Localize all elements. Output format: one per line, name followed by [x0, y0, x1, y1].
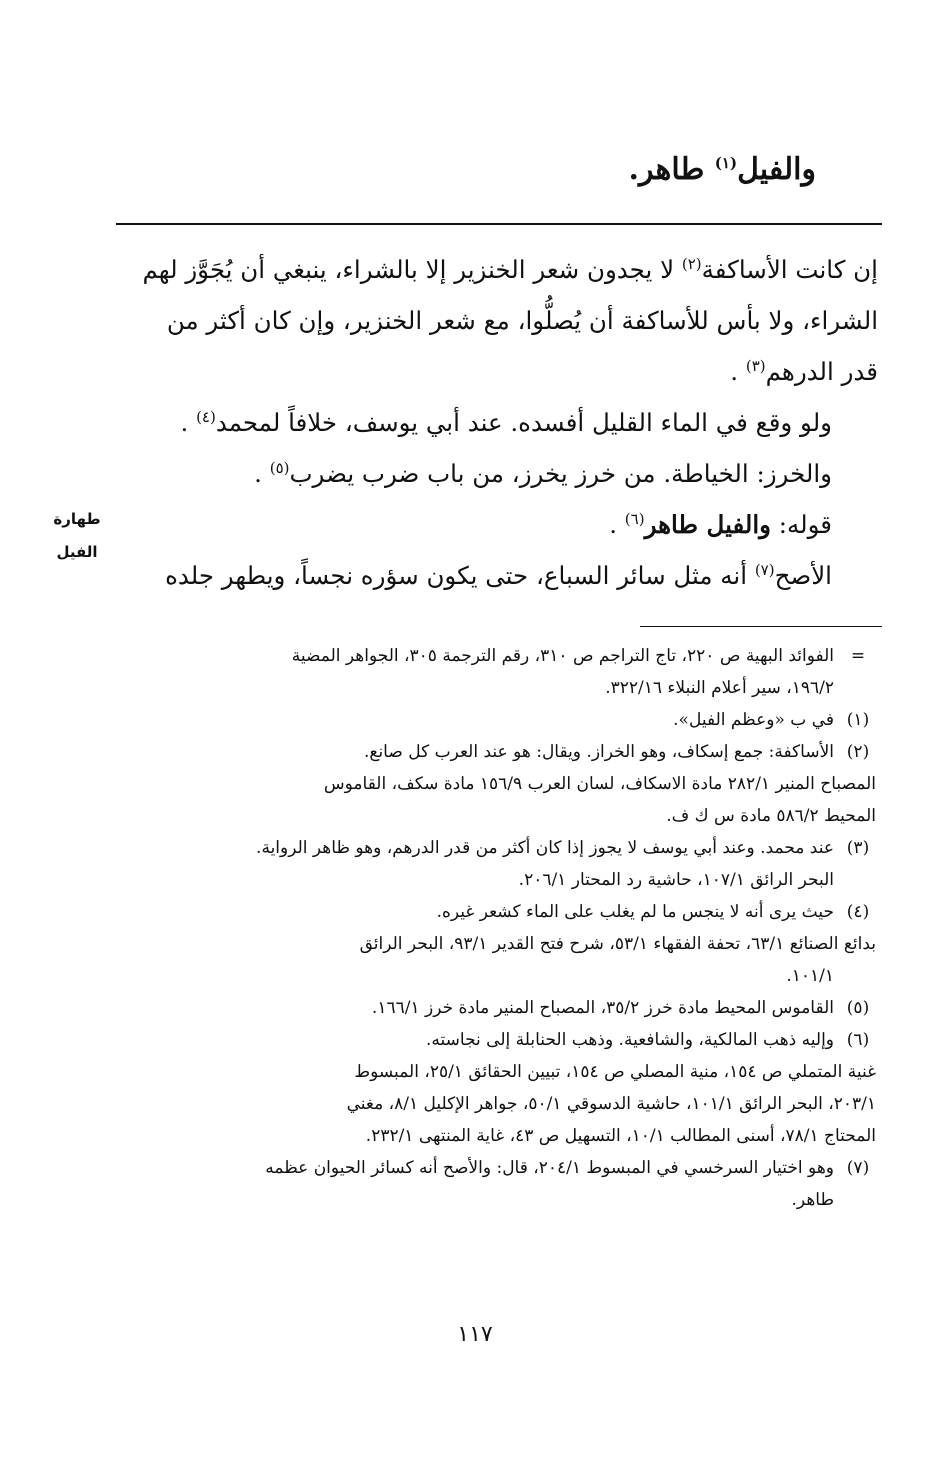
footnote-text: الأساكفة: جمع إسكاف، وهو الخراز. ويقال: هو عند العرب كل صانع.	[364, 742, 834, 762]
footnote-2	[108, 736, 876, 832]
p1-l3-text: قدر الدرهم	[765, 357, 878, 386]
p4-end: .	[609, 510, 617, 539]
matn-text-before: والفيل	[737, 152, 816, 187]
paragraph-5	[108, 550, 878, 601]
margin-heading-line-2: الفيل	[56, 543, 98, 561]
footnote-text: طاهر.	[791, 1190, 834, 1210]
matn-line	[629, 152, 817, 187]
footnote-number: (٤)	[846, 902, 870, 922]
matn-text-after: طاهر.	[628, 152, 705, 187]
page-number: ١١٧	[457, 1322, 493, 1347]
footnote-separator-rule	[640, 626, 882, 627]
footnote-5	[108, 992, 876, 1024]
footnote-number: (٣)	[846, 838, 870, 858]
p4-text: قوله:	[778, 510, 832, 539]
p3-text: والخرز: الخياطة. من خرز يخرز، من باب ضرب يضرب	[289, 459, 832, 488]
p5-text-a: الأصح	[774, 561, 832, 590]
paragraph-1-line-2: الشراء، ولا بأس للأساكفة أن يُصلُّوا، مع شعر الخنزير، وإن كان أكثر من	[166, 306, 878, 335]
p5-text-b: أنه مثل سائر السباع، حتى يكون سؤره نجساً، ويطهر جلده	[165, 561, 748, 590]
footnote-number: (١)	[846, 710, 870, 730]
p1-l3-end: .	[730, 357, 739, 386]
footnote-source: ١٠١/١.	[786, 966, 834, 986]
paragraph-2	[108, 397, 878, 448]
p1-text-b: لا يجدون شعر الخنزير إلا بالشراء، ينبغي أن يُجَوَّز لهم	[142, 255, 675, 284]
footnote-source: البحر الرائق ١٠٧/١، حاشية رد المحتار ٢٠٦/١.	[518, 870, 834, 890]
paragraph-3-line	[108, 448, 832, 499]
p4-bold-matn: والفيل طاهر	[644, 510, 771, 539]
footnote-text: وهو اختيار السرخسي في المبسوط ٢٠٤/١، قال: والأصح أنه كسائر الحيوان عظمه	[265, 1158, 834, 1178]
margin-heading-line-1: طهارة	[53, 510, 101, 528]
footnote-3	[108, 832, 876, 896]
p2-note-ref: (٤)	[196, 407, 216, 426]
footnote-continuation	[108, 640, 876, 704]
p2-end: .	[180, 408, 189, 437]
footnote-number: (٧)	[846, 1158, 870, 1178]
footnote-text: في ب «وعظم الفيل».	[673, 710, 834, 730]
footnote-source: المصباح المنير ٢٨٢/١ مادة الاسكاف، لسان العرب ١٥٦/٩ مادة سكف، القاموس	[323, 774, 876, 794]
matn-separator-rule	[116, 223, 882, 225]
footnote-7	[108, 1152, 876, 1216]
footnote-text: حيث يرى أنه لا ينجس ما لم يغلب على الماء كشعر غيره.	[436, 902, 834, 922]
footnote-text: ١٩٦/٢، سير أعلام النبلاء ٣٢٢/١٦.	[605, 678, 834, 698]
paragraph-4-line	[108, 499, 832, 550]
footnote-text: الفوائد البهية ص ٢٢٠، تاج التراجم ص ٣١٠، رقم الترجمة ٣٠٥، الجواهر المضية	[291, 646, 834, 666]
commentary-body	[108, 244, 878, 601]
footnote-6	[108, 1024, 876, 1152]
p1-text-a: إن كانت الأساكفة	[701, 255, 878, 284]
paragraph-3	[108, 448, 878, 499]
footnote-text: وإليه ذهب المالكية، والشافعية. وذهب الحنابلة إلى نجاسته.	[426, 1030, 834, 1050]
p1-note-ref: (٢)	[681, 254, 702, 273]
footnotes	[108, 640, 876, 1216]
footnote-4	[108, 896, 876, 992]
paragraph-5-line	[108, 550, 832, 601]
p5-note-ref: (٧)	[754, 560, 775, 579]
footnote-text: عند محمد. وعند أبي يوسف لا يجوز إذا كان أكثر من قدر الدرهم، وهو ظاهر الرواية.	[256, 838, 834, 858]
p3-note-ref: (٥)	[269, 458, 290, 477]
p4-note-ref: (٦)	[624, 509, 645, 528]
footnote-number: =	[850, 646, 866, 666]
paragraph-2-line	[108, 397, 832, 448]
footnote-number: (٥)	[846, 998, 870, 1018]
paragraph-1-line-3	[108, 346, 878, 397]
paragraph-1-line-1	[108, 244, 878, 295]
footnote-text: القاموس المحيط مادة خرز ٣٥/٢، المصباح المنير مادة خرز ١٦٦/١.	[371, 998, 834, 1018]
footnote-source: بدائع الصنائع ٦٣/١، تحفة الفقهاء ٥٣/١، شرح فتح القدير ٩٣/١، البحر الرائق	[359, 934, 876, 954]
footnote-source: غنية المتملي ص ١٥٤، منية المصلي ص ١٥٤، تبيين الحقائق ٢٥/١، المبسوط	[354, 1062, 876, 1082]
footnote-source: المحيط ٥٨٦/٢ مادة س ك ف.	[666, 806, 876, 826]
footnote-source: المحتاج ٧٨/١، أسنى المطالب ١٠/١، التسهيل ص ٤٣، غاية المنتهى ٢٣٢/١.	[365, 1126, 876, 1146]
footnote-source: ٢٠٣/١، البحر الرائق ١٠١/١، حاشية الدسوقي ٥٠/١، جواهر الإكليل ٨/١، مغني	[346, 1094, 876, 1114]
paragraph-4	[108, 499, 878, 550]
paragraph-1	[108, 244, 878, 397]
footnote-number: (٦)	[846, 1030, 870, 1050]
footnote-number: (٢)	[846, 742, 870, 762]
p3-end: .	[254, 459, 262, 488]
matn-note-ref: (١)	[714, 154, 738, 172]
p2-text: ولو وقع في الماء القليل أفسده. عند أبي يوسف، خلافاً لمحمد	[215, 408, 832, 437]
p1-l3-note-ref: (٣)	[745, 356, 766, 375]
footnote-1	[108, 704, 876, 736]
